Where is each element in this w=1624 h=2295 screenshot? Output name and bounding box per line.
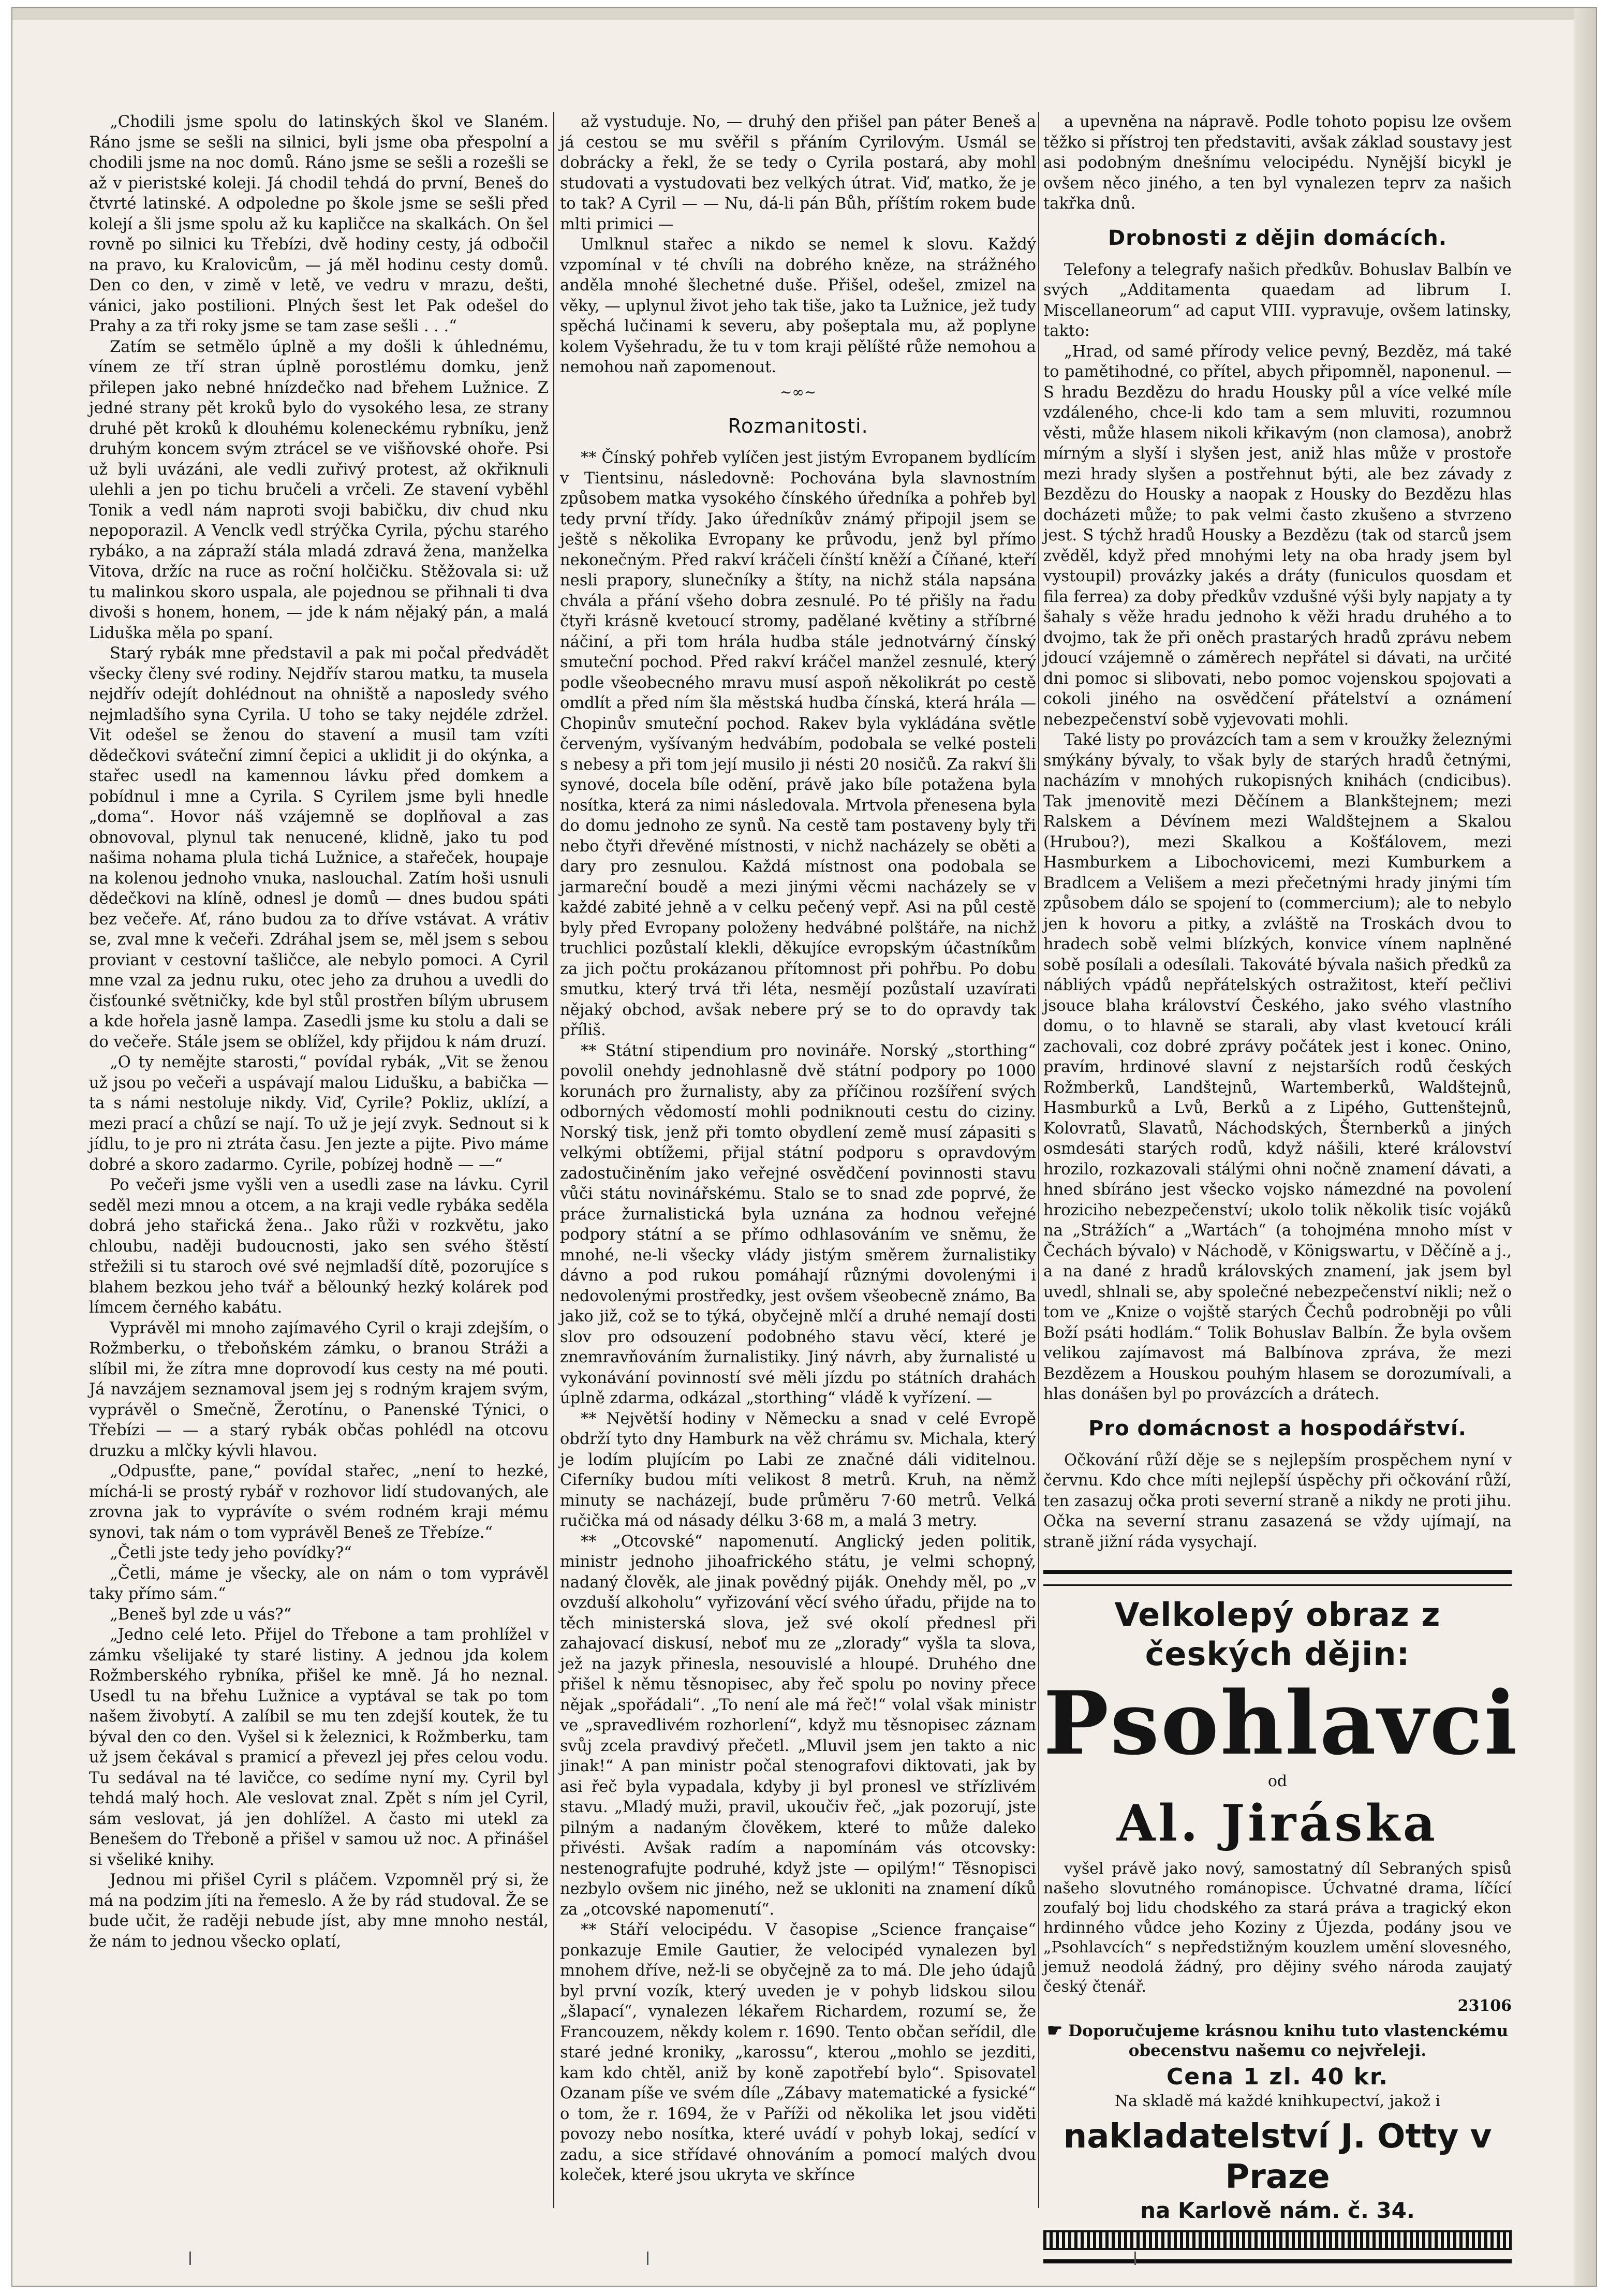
story-paragraph: Zatím se setmělo úplně a my došli k úhlednému, vínem ze tří stran úplně porostlému domku, jenž přilepen jako nebné hnízdečko nad břehem Lužnice. Z jedné strany pět kroků bylo do vysokého lesa, ze strany druhé pět kroků k dlouhému koleneckému rybníku, jenž druhým koncem svým ztrácel se ve višňovské ohoře. Psi už byli uvázáni, ale vedli zuřivý protest, až okřiknuli ulehli a jen po tichu bručeli a vrčeli. Ze stavení vyběhl Tonik a vedl nám naproti svoji babičku, div chud nku nepoporazil. A Venclk vedl strýčka Cyrila, pýchu starého rybáko, a na zápraží stála mladá zdravá žena, manželka Vitova, držíc na ruce as roční holčičku. Stěžovala si: už tu malinkou skoro uspala, ale pojednou se přihnali ti dva divoši s honem, honem, — jde k nám nějaký pán, a malá Liduška měla po spaní.: [89, 337, 549, 642]
continued-paragraph: a upevněna na nápravě. Podle tohoto popisu lze ovšem těžko si přístroj ten představiti, avšak základ soustavy jest asi podobným dnešnímu velocipédu. Nynější bicykl je ovšem něco jiného, a ten byl vynalezen teprv za našich takřka dnů.: [1043, 113, 1512, 213]
ad-availability: Na skladě má každé knihkupectví, jakož i: [1114, 2092, 1441, 2110]
section-title-history: Drobnosti z dějin domácích.: [1108, 226, 1447, 250]
ad-decorative-border: [1043, 2230, 1512, 2250]
household-paragraph: Očkování růží děje se s nejlepším prospěchem nyní v červnu. Kdo chce míti nejlepší úspěchy při očkování růží, ten zasazuj očka proti severní straně a nikdy ne proti jihu. Očka na severní stranu zasazená se vždy ujímají, na straně jižní ráda vysychají.: [1043, 1451, 1512, 1551]
footer-tick: [647, 2252, 648, 2265]
top-edge: [12, 8, 1596, 20]
story-paragraph: „O ty nemějte starosti,“ povídal rybák, „Vit se ženou už jsou po večeři a uspávají malou Lidušku, a babička — ta s námi nestoluje nikdy. Viď, Cyrile? Pokliz, uklízí, a mezi prací a chůzí se nají. To už je její zvyk. Sednout si k jídlu, to je pro ni ztráta času. Jen jezte a pijte. Pivo máme dobré a skoro zadarmo. Cyrile, pobízej hodně — —“: [89, 1053, 549, 1174]
column-story: [89, 112, 549, 1952]
story-paragraph: „Odpusťte, pane,“ povídal stařec, „není to hezké, míchá-li se prostý rybář v rozhovor lidí studovaných, ale zrovna jak to vyprávíte o svém rodném kraji mému synovi, tak nám o tom vyprávěl Beneš ze Třebíze.“: [89, 1462, 549, 1542]
history-paragraph: Telefony a telegrafy našich předkův. Bohuslav Balbín ve svých „Additamenta quaedam ad librum I. Miscellaneorum“ ad caput VIII. vypravuje, ovšem latinsky, takto:: [1043, 260, 1512, 340]
story-paragraph: Vyprávěl mi mnoho zajímavého Cyril o kraji zdejším, o Rožmberku, o třeboňském zámku, o branou Stráži a slíbil mi, že zítra mne doprovodí kus cesty na mé pouti. Já navzájem seznamoval jsem jej s rodným krajem svým, vyprávěl o Smečně, Žerotínu, o Panenské Týnici, o Třebízi — — a starý rybák občas pohlédl na otcovu druzku a mlčky kývli hlavou.: [89, 1319, 549, 1460]
news-item: ** „Otcovské“ napomenutí. Anglický jeden politik, ministr jednoho jihoafrického státu, je velmi schopný, nadaný člověk, ale jinak povědný piják. Onehdy měl, po „v ovzduší alkoholu“ vyřizování věcí svého úřadu, přijde na to těch ministerská slova, jež své okolí přednesl při zahajovací diskusí, neboť mu ze „zlorady“ vyšla ta slova, jež na jazyk přinesla, nesouvislé a hloupé. Druhého dne přišel k němu těsnopisec, aby řeč spolu po noviny přece nějak „spořádali“. „To není ale má řeč!“ volal však ministr ve „spravedlivém rozhorlení“, když mu těsnopisec záznam svůj zcela pravdivý přečetl. „Mluvil jsem jen takto a nic jinak!“ A pan ministr počal stenografovi diktovati, jak by asi řeč byla vypadala, kdyby ji byl pronesl ve střízlivém stavu. „Mladý muži, pravil, ukoučiv řeč, „jak pozorují, jste pilným a nadaným člověkem, které to může daleko přivésti. Avšak radím a napomínám vás otcovsky: nestenografujte podruhé, když jste — opilým!“ Těsnopisci nezbylo ovšem nic jiného, než se ukloniti na znamení díků za „otcovské napomenutí“.: [560, 1532, 1036, 1919]
pointing-hand-icon: ☛: [1046, 2020, 1063, 2041]
story-paragraph: „Četli jste tedy jeho povídky?“: [110, 1544, 352, 1562]
column-divider: [553, 112, 554, 2208]
ad-price: Cena 1 zl. 40 kr.: [1166, 2063, 1389, 2090]
news-item: ** Státní stipendium pro novináře. Norský „storthing“ povolil onehdy jednohlasně dvě státní podpory po 1000 korunách pro žurnalisty, aby za příčinou rozšíření svých odborných vědomostí mohli podniknouti cestu do ciziny. Norský tisk, jenž při tomto obydlení země musí zápasiti s velkými obtížemi, přijal státní podporu s opravdovým zadostučiněním jako veřejné osvědčení povinnosti stavu vůči státu novinářskému. Stalo se to snad zde poprvé, že práce žurnalistická byla uznána za hodnou veřejné podpory státní a se přímo odhlasováním ve sněmu, že mnohé, ne-li všecky vlády jistým směrem žurnalistiky dávno a pod rukou pomáhají různými dovolenými i nedovolenými prostředky, jest ovšem všeobecně známo, Ba jako již, což se to týká, obyčejně mlčí a druhé nemají dosti slov pro odsouzení podobného stavu věcí, které je znemravňováním žurnalistiky. Jiný návrh, aby žurnalisté u vykonávání povinností své měli jízdu po státních drahách úplně zdarma, odkázal „storthing“ vládě k vyřízení. —: [560, 1041, 1036, 1407]
book-advertisement: [1043, 1570, 1519, 2263]
story-paragraph: „Chodili jsme spolu do latinských škol ve Slaném. Ráno jsme se sešli na silnici, byli jsme oba přespolní a chodili jsme na noc domů. Ráno jsme se sešli a rozešli se až v pieristské koleji. Já chodil tehdá do první, Beneš do čtvrté latinské. A odpoledne po škole jsme se sešli před kolejí a šli jsme spolu až ku kapličce na skalkách. On šel rovně po silnici ku Třebízi, dvě hodiny cesty, já odbočil na pravo, ku Kralovicům, — já měl hodinu cesty domů. Den co den, v zimě v letě, ve vedru v mrazu, dešti, vánici, jako postilioni. Plných šest let Pak odešel do Prahy a za tři roky jsme se tam zase sešli . . .“: [89, 113, 549, 335]
story-paragraph: „Beneš byl zde u vás?“: [110, 1605, 292, 1624]
ad-author: Al. Jiráska: [1116, 1793, 1439, 1852]
ad-book-title: Psohlavci: [1043, 1672, 1519, 1774]
footer-tick: [1134, 2252, 1136, 2265]
news-item: ** Čínský pohřeb vylíčen jest jistým Evropanem bydlícím v Tientsinu, následovně: Pochována byla slavnostním způsobem matka vysokého čínského úředníka a pohřeb byl tedy první třídy. Jako úředníkův známý připojil jsem se ještě s několika Evropany ke průvodu, jenž byl přímo nekonečným. Před rakví kráčeli čínští kněží a Číňané, kteří nesli prapory, slunečníky a štíty, na nichž stála napsána chvála a přání všeho dobra zesnulé. Po té přišly na řadu čtyři krásně kvetoucí stromy, padělané květiny a stříbrné náčiní, a při tom hrála hudba stále jednotvárný čínský smuteční pochod. Před rakví kráčel manžel zesnulé, který podle všeobecného mravu musí aspoň několikrát po cestě omdlít a před ním šla městská hudba čínská, která hrála — Chopinův smuteční pochod. Rakev byla vykládána světle červeným, vyšívaným hedvábím, podobala se velké posteli s nebesy a při tom její musilo ji nésti 20 nosičů. Za rakví šli synové, docela bíle odění, právě jako bíle potažena byla nosítka, která za nimi následovala. Mrtvola přenesena byla do domu jednoho ze synů. Na cestě tam postaveny byly tři nebo čtyři dřevěné místnosti, v nichž nacházely se oběti a dary pro zesnulou. Každá místnost ona podobala se jarmareční boudě a mezi jinými věcmi nacházely se v každé zabité jehně a v celku pečený vepř. Asi na půl cestě byly před Evropany položeny hedvábné polštáře, na nichž truchlici pozůstalí klekli, děkujíce evropským účastníkům za jich počtu prokázanou přítomnost při pohřbu. Po dobu smutku, který trvá tři léta, nesmějí pozůstalí uzavírati nějaký obchod, avšak nebere prý se to do opravdy tak příliš.: [560, 449, 1036, 1039]
story-ending-paragraph: Umlknul stařec a nikdo se nemel k slovu. Každý vzpomínal v té chvíli na dobrého kněze, na strážného anděla mnohé šlechetné duše. Přišel, odešel, zmizel na věky, — uplynul život jeho tak tiše, jako ta Lužnice, jež tudy spěchá lučinami k severu, aby pošeptala mu, až poplyne kolem Vyšehradu, že tu v tom kraji pělíšté růže nemohou a nemohou naň zapomenout.: [560, 236, 1036, 376]
story-paragraph: „Četli, máme je všecky, ale on nám o tom vyprávěl taky přímo sám.“: [89, 1564, 549, 1603]
footer-marks: [12, 2249, 1596, 2265]
ad-inner-rule: [1043, 1584, 1512, 1586]
ad-by: od: [1267, 1772, 1288, 1790]
column-divider: [1038, 112, 1039, 2208]
ad-recommendation: [1043, 2021, 1512, 2061]
ad-kicker: Velkolepý obraz z českých dějin:: [1114, 1596, 1441, 1673]
section-title-household: Pro domácnost a hospodářství.: [1088, 1416, 1467, 1440]
section-title-rozmanitosti: Rozmanitosti.: [728, 415, 868, 437]
ad-description-text: vyšel právě jako nový, samostatný díl Sebraných spisů našeho slovutného románopisce. Úchvatné drama, líčící zoufalý boj lidu chodského za stará práva a tragický ekon hrdinného vůdce jeho Koziny z Újezda, podány jsou ve „Psohlavcích“ s nepředstižným kouzlem umění slovesného, jemuž neodolá žádný, pro dějiny svého národa zaujatý český čtenář.: [1043, 1859, 1512, 1996]
footer-tick: [189, 2252, 191, 2265]
page-edge-shadow: [1574, 8, 1596, 2286]
story-paragraph: Po večeři jsme vyšli ven a usedli zase na lávku. Cyril seděl mezi mnou a otcem, a na kraji vedle rybáka seděla dobrá jeho stařická žena.. Jako růži v rozkvětu, jako chloubu, naději budoucnosti, jako sen svého štěstí střežili si tu staroch ové své nejmladší dítě, pozorujíce s blahem bezkou jeho tvář a bělounký hezký kolárek pod límcem černého kabátu.: [89, 1176, 549, 1317]
story-paragraph: Starý rybák mne představil a pak mi počal předvádět všecky členy své rodiny. Nejdřív starou matku, ta musela nejdřív odejít dohlédnout na ohniště a naposledy svého nejmladšího syna Cyrila. U toho se taky nejdéle zdržel. Vit odešel se ženou do stavení a musil tam vzíti dědečkovi sváteční zimní čepici a uklidit ji do okýnka, a stařec usedl na kamennou lávku před domkem a pobídnul i mne a Cyrila. S Cyrilem jsme byli hnedle „doma“. Hovor náš vzájemně se doplňoval a zas obnovoval, plynul tak nenucené, klidně, jako tu pod našima nohama plula tichá Lužnice, a stařeček, houpaje na kolenou jednoho vnuka, naslouchal. Zatím hoši usnuli dědečkovi na klíně, odnesl je domů — dnes budou spáti bez večeře. Ať, ráno budou za to dříve vstávat. A vrátiv se, zval mne k večeři. Zdráhal jsem se, měl jsem s sebou proviant v cestovní tašličce, ale nebylo pomoci. A Cyril mne vzal za jednu ruku, otec jeho za druhou a uvedli do čisťounké světničky, kde byl stůl prostřen bílým ubrusem a kde hořela jasně lampa. Zasedli jsme ku stolu a dali se do večeře. Stále jsem se oblížel, kdy přijdou k nám druzí.: [89, 644, 549, 1051]
ad-address: na Karlově nám. č. 34.: [1140, 2197, 1415, 2223]
column-history-and-ads: [1043, 112, 1519, 2263]
history-paragraph: Také listy po provázcích tam a sem v kroužky železnými smýkány bývaly, to však byly de starých hradů četnými, nacházím v mnohých rukopisných knihách (cndicibus). Tak jmenovitě mezi Děčínem a Blankštejnem; mezi Ralskem a Dévínem mezi Waldštejnem a Skalou (Hrubou?), mezi Skalkou a Košťálovem, mezi Hasmburkem a Libochovicemi, mezi Kumburkem a Bradlcem a Velišem a mezi přečetnými hrady jinými tím způsobem dálo se spojení to (commercium); ale to nebylo jen k hovoru a pitky, a zvláště na Troskách dvou to hradech sobě velmi blízkých, konvice vínem naplněné sobě posílali a odesílali. Takováté bývala našich předků za nábliých vpádů nepřátelských ostražitost, kteří pečlivi jsouce blaha království Českého, jako svého vlastního domu, o to hlavně se starali, aby vlast kvetoucí králi zachovali, coz dobré zprávy počátek jest i konec. Onino, pravím, hrdinové slavní z nejstarších rodů českých Rožmberků, Landštejnů, Wartemberků, Waldštejnů, Hasmburků a Lvů, Berků a z Lipého, Guttenštejnů, Kolovratů, Slavatů, Náchodských, Šternberků a jiných osmdesáti starých rodů, když nášili, které království hrozilo, rozkazovali stálými ohni nočně znamení dávati, a hned sbíráno jest všecko vojsko námezdné na povolení hroziciho nebezpečenství; ukolo tolik několik tisíc vojáků na „Strážích“ a „Wartách“ (a tohojména mnoho míst v Čechách bývalo) v Náchodě, v Königswartu, v Děčíně a j., a na dané z hradů královských znamení, jak jsem byl uvedl, shlnali se, aby společné nebezpečenství nikli; než o tom ve „Knize o vojště starých Čechů podrobněji po vůli Boží psáti hodlám.“ Tolik Bohuslav Balbín. Že byla ovšem velikou zajímavost má Balbínova zpráva, že mezi Bezdězem a Houskou pouhým hlasem se dorozumívali, a hlas donášen byl po provázcích a drátech.: [1043, 731, 1512, 1403]
ornament-divider: ~∞~: [779, 383, 817, 401]
ad-number: 23106: [1457, 1996, 1512, 2015]
news-item: ** Stáří velocipédu. V časopise „Science française“ ponkazuje Emile Gautier, že velocipéd vynalezen byl mnohem dříve, než-li se obyčejně za to má. Dle jeho údajů byl první vozík, který uveden je v pohyb lidskou silou „šlapací“, vynalezen lékařem Richardem, rozumí se, že Francouzem, někdy kolem r. 1690. Tento občan seřídil, dle staré jedné kroniky, „karossu“, kterou „mohlo se jezditi, kam kdo chtěl, aniž by koně zapotřebí bylo“. Spisovatel Ozanam píše ve svém díle „Zábavy matematické a fysické“ o tom, že r. 1694, že v Paříži od několika let jsou viděti povozy nebo nosítka, které uvádí v pohyb lokaj, sedící v zadu, a sice střídavé ohnováním a pomocí malých dvou koleček, které jsou ukryta ve skřínce: [560, 1921, 1036, 2184]
story-ending-paragraph: až vystuduje. No, — druhý den přišel pan páter Beneš a já cestou se mu svěřil s přáním Cyrilovým. Usmál se dobrácky a řekl, že se tedy o Cyrila postará, aby mohl studovati a vystudovati bez velkých útrat. Viď, matko, že je to tak? A Cyril — — Nu, dá-li pán Bůh, příštím rokem bude mlti primici —: [560, 113, 1036, 233]
news-item: ** Největší hodiny v Německu a snad v celé Evropě obdrží tyto dny Hamburk na věž chrámu sv. Michala, který je lodím plujícím po Labi ze značné dáli viditelnou. Ciferníky budou míti velikost 8 metrů. Kruh, na němž minuty se nacházejí, bude průměru 7·60 metrů. Velká ručička má od násady délku 3·68 m, a malá 3 metry.: [560, 1409, 1036, 1530]
story-paragraph: „Jedno celé leto. Přijel do Třebone a tam prohlížel v zámku všelijaké ty staré listiny. A jednou jda kolem Rožmberského rybníka, přišel ke mně. Já ho neznal. Usedl tu na břehu Lužnice a vyptával se tak po tom našem živobytí. A zalíbil se mu ten zdejší koutek, že tu býval den co den. Vyšel si k železnici, k Rožmberku, tam už jsem čekával s pramicí a převezl jej přes celou vodu. Tu sedával na té lavičce, co sedíme nyní my. Cyril byl tehdá malý hoch. Ale veslovat znal. Zpět s ním jel Cyril, sám veslovat, já jen dohlížel. A často mi utekl za Benešem do Třeboně a přišel v samou už noc. A přinášel si všeliké knihy.: [89, 1626, 549, 1869]
newspaper-page: [11, 7, 1597, 2287]
history-paragraph: „Hrad, od samé přírody velice pevný, Bezděz, má také to pamětihodné, co přítel, abych připomněl, naponenul. — S hradu Bezdězu do hradu Housky půl a více velké míle vzdáleného, chce-li kdo tam a sem mluviti, rozumnou věsti, může hlasem nikoli křikavým (non clamosa), anobrž mírným a slyší i slyšen jest, aniž hlas může v prostoře mezi hrady slyšen a postřehnut býti, ale bez závady z Bezdězu do Housky a naopak z Housky do Bezdězu hlas docházeti může; to pak velmi často zkušeno a stvrzeno jest. S týchž hradů Housky a Bezdězu (tak od starců jsem zvěděl, když před mnohými lety na oba hrady jsem byl vystoupil) provázky jakés a dráty (funiculos quosdam et fila ferrea) za doby předkův vzdušné výši byly napjaty a ty šahaly s věže hradu jednoho k věži hradu druhého a to dvojmo, tak že při oněch prastarých hradů zprávu nebem jdoucí vzájemně o záměrech nepřátel si dávati, na určité dni pomoc si slibovati, nebo pomoc vojenskou spojovati a cokoli jiného na osvědčení přátelství a oznámení nebezpečenství sobě vyjevovati mohli.: [1043, 342, 1512, 729]
column-miscellany: [560, 112, 1036, 2186]
ad-description: [1043, 1859, 1512, 1997]
story-paragraph: Jednou mi přišel Cyril s pláčem. Vzpomněl prý si, že má na podzim jíti na řemeslo. A že by rád studoval. Že se bude učit, že raději nebude jíst, aby mne mnoho nestál, že nám to jednou všecko oplatí,: [89, 1871, 549, 1951]
ad-publisher: nakladatelství J. Otty v Praze: [1063, 2117, 1492, 2196]
ad-recommendation-text: Doporučujeme krásnou knihu tuto vlastenckému obecenstvu našemu co nejvřeleji.: [1068, 2021, 1509, 2060]
